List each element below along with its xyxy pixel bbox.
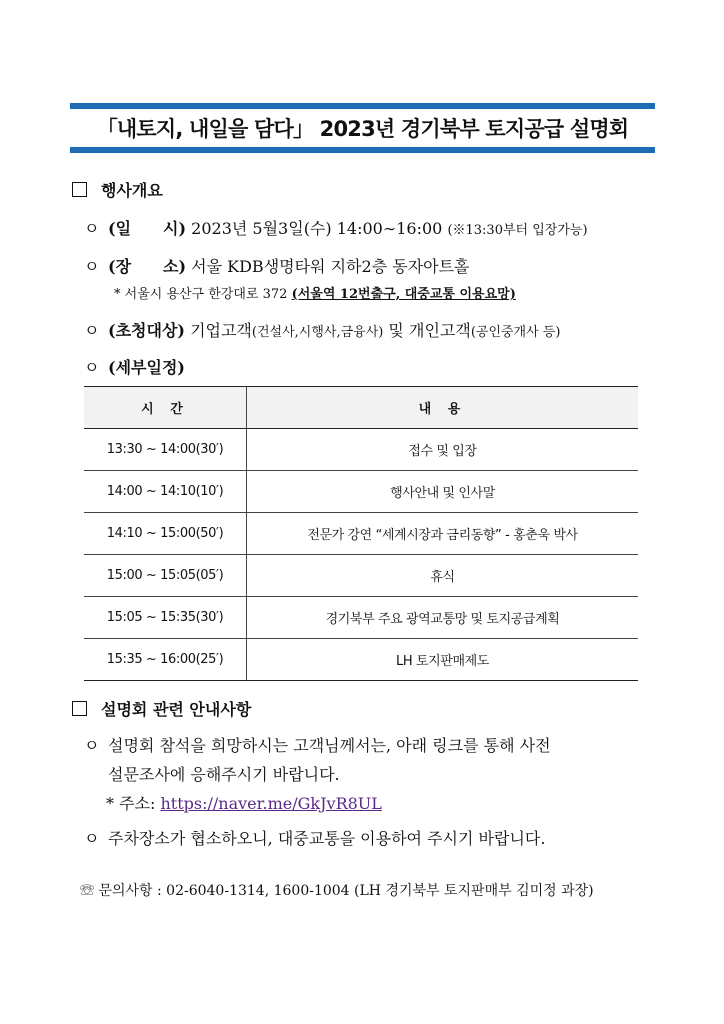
section-overview-heading: 행사개요 xyxy=(72,178,163,201)
schedule-content: 접수 및 입장 xyxy=(247,429,639,471)
circle-bullet-icon: ㅇ xyxy=(84,321,100,340)
contact-info: ☏ 문의사항 : 02-6040-1314, 1600-1004 (LH 경기북부 토지판매부 김미정 과장) xyxy=(80,883,594,899)
schedule-header-row xyxy=(84,387,638,429)
target-person: 개인고객 xyxy=(408,321,471,340)
place-label: (장 소) xyxy=(108,257,187,276)
schedule-content: 행사안내 및 인사말 xyxy=(247,471,639,513)
link-label: * 주소: xyxy=(106,794,156,813)
table-row xyxy=(84,597,638,639)
schedule-header-content: 내 용 xyxy=(247,387,639,429)
place-row xyxy=(84,254,470,277)
schedule-header-time: 시 간 xyxy=(84,387,247,429)
date-value: 2023년 5월3일(수) 14:00∼16:00 xyxy=(191,219,443,238)
schedule-time: 15:05 ~ 15:35(30′) xyxy=(84,597,247,639)
page-title: 「내토지, 내일을 담다」 2023년 경기북부 토지공급 설명회 xyxy=(96,117,629,141)
guide-item-parking: ㅇ 주차장소가 협소하오니, 대중교통을 이용하여 주시기 바랍니다. xyxy=(84,826,545,849)
schedule-row xyxy=(84,355,185,378)
schedule-content: LH 토지판매제도 xyxy=(247,639,639,681)
schedule-time: 15:35 ~ 16:00(25′) xyxy=(84,639,247,681)
title-bar-bottom xyxy=(70,147,655,153)
target-corp-note: (건설사,시행사,금융사) xyxy=(251,325,384,340)
telephone-icon: ☏ xyxy=(80,883,94,899)
date-note: (※13:30부터 입장가능) xyxy=(447,223,588,238)
title-bar-top xyxy=(70,103,655,109)
circle-bullet-icon: ㅇ xyxy=(84,358,100,377)
circle-bullet-icon: ㅇ xyxy=(84,736,100,755)
schedule-time: 14:10 ~ 15:00(50′) xyxy=(84,513,247,555)
place-address-note: (서울역 12번출구, 대중교통 이용요망) xyxy=(291,287,516,302)
place-address: * 서울시 용산구 한강대로 372 (서울역 12번출구, 대중교통 이용요망) xyxy=(114,287,516,302)
place-value: 서울 KDB생명타워 지하2층 동자아트홀 xyxy=(191,257,470,276)
table-row xyxy=(84,513,638,555)
schedule-time: 13:30 ~ 14:00(30′) xyxy=(84,429,247,471)
date-row xyxy=(84,216,588,239)
schedule-time: 14:00 ~ 14:10(10′) xyxy=(84,471,247,513)
target-person-note: (공인중개사 등) xyxy=(470,325,561,340)
schedule-label: (세부일정) xyxy=(108,358,185,377)
guide-item-survey: ㅇ 설명회 참석을 희망하시는 고객님께서는, 아래 링크를 통해 사전 설문조사에 응해주시기 바랍니다. * 주소: https://naver.me/GkJvR8UL xyxy=(84,731,656,818)
date-label: (일 시) xyxy=(108,219,187,238)
table-row xyxy=(84,639,638,681)
schedule-content: 경기북부 주요 광역교통망 및 토지공급계획 xyxy=(247,597,639,639)
survey-link[interactable]: https://naver.me/GkJvR8UL xyxy=(160,794,382,813)
circle-bullet-icon: ㅇ xyxy=(84,257,100,276)
circle-bullet-icon: ㅇ xyxy=(84,219,100,238)
table-row xyxy=(84,555,638,597)
table-row xyxy=(84,429,638,471)
schedule-table xyxy=(84,386,638,681)
checkbox-square-icon xyxy=(72,701,87,716)
target-corp: 기업고객 xyxy=(190,321,252,340)
schedule-content: 전문가 강연 “세계시장과 금리동향” - 홍춘욱 박사 xyxy=(247,513,639,555)
checkbox-square-icon xyxy=(72,182,87,197)
target-row: ㅇ (초청대상) 기업고객(건설사,시행사,금융사) 및 개인고객(공인중개사 등) xyxy=(84,318,560,341)
target-label: (초청대상) xyxy=(108,321,185,340)
schedule-content: 휴식 xyxy=(247,555,639,597)
table-row xyxy=(84,471,638,513)
circle-bullet-icon: ㅇ xyxy=(84,829,100,848)
schedule-time: 15:00 ~ 15:05(05′) xyxy=(84,555,247,597)
section-guide-heading: 설명회 관련 안내사항 xyxy=(72,697,251,720)
